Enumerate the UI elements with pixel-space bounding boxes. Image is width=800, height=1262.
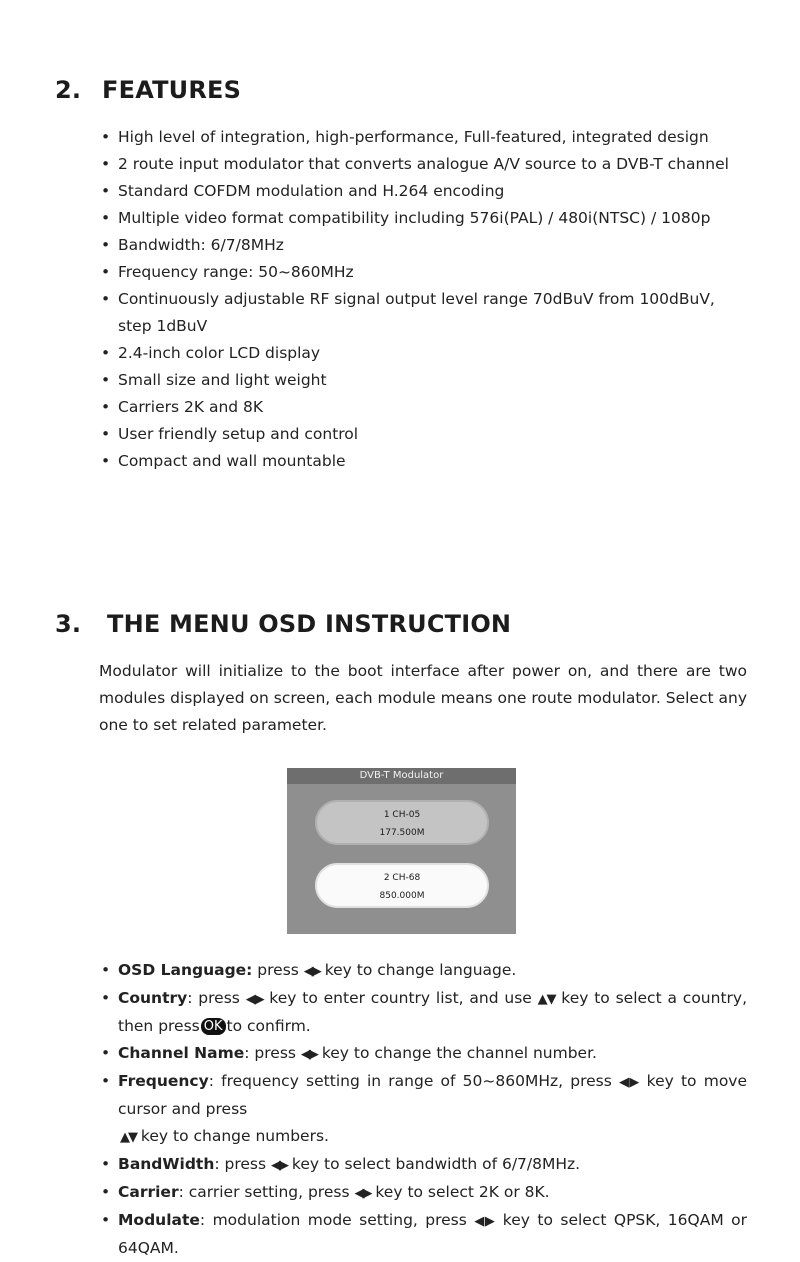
item-text: key to change numbers. (136, 1127, 329, 1145)
menu-heading (55, 610, 511, 638)
features-list (99, 124, 747, 475)
list-item-frequency (99, 1068, 747, 1151)
up-down-arrows-icon: ▲▼ (537, 992, 556, 1007)
list-item: • Frequency range: 50~860MHz (99, 259, 747, 286)
item-key: Carrier (118, 1183, 179, 1201)
section-title: THE MENU OSD INSTRUCTION (107, 610, 512, 638)
list-item: • Multiple video format compatibility including 576i(PAL) / 480i(NTSC) / 1080p (99, 205, 747, 232)
module-frequency: 177.500M (379, 828, 425, 838)
list-item: • Compact and wall mountable (99, 448, 747, 475)
item-text: : press (187, 989, 246, 1007)
list-item-country (99, 985, 747, 1040)
list-item-modulate (99, 1207, 747, 1262)
item-text: key to change language. (319, 961, 517, 979)
list-item: • Continuously adjustable RF signal output level range 70dBuV from 100dBuV, step 1dBuV (99, 286, 747, 340)
osd-screenshot (287, 768, 516, 934)
module-channel: 2 CH-68 (383, 873, 421, 883)
intro-paragraph: Modulator will initialize to the boot interface after power on, and there are two modules displayed on screen, each module means one route modulator. Select any one to set related parameter. (99, 662, 747, 734)
list-item: • High level of integration, high-performance, Full-featured, integrated design (99, 124, 747, 151)
osd-header: DVB-T Modulator (287, 768, 516, 784)
item-text: : modulation mode setting, press (199, 1211, 475, 1229)
left-right-arrows-icon: ◀▶ (354, 1186, 371, 1201)
osd-module-1 (315, 800, 489, 845)
item-text: to confirm. (226, 1017, 311, 1035)
osd-instruction-list (99, 957, 747, 1262)
list-item: • Bandwidth: 6/7/8MHz (99, 232, 747, 259)
osd-module-2 (315, 863, 489, 908)
features-heading (55, 76, 241, 104)
section-number: 2. (55, 76, 82, 104)
list-item-osd-language (99, 957, 747, 985)
item-text: key to select a country, then press (118, 989, 748, 1035)
item-text: : press (244, 1044, 301, 1062)
left-right-arrows-icon: ◀▶ (245, 992, 264, 1007)
module-channel: 1 CH-05 (383, 810, 421, 820)
item-text: : press (214, 1155, 271, 1173)
left-right-arrows-icon: ◀▶ (618, 1075, 640, 1090)
up-down-arrows-icon: ▲▼ (120, 1130, 136, 1145)
left-right-arrows-icon: ◀▶ (271, 1158, 287, 1173)
ok-key-icon: OK (201, 1018, 226, 1035)
list-item: • Small size and light weight (99, 367, 747, 394)
list-item: • User friendly setup and control (99, 421, 747, 448)
section-title: FEATURES (102, 76, 242, 104)
item-text: : frequency setting in range of 50~860MHz, press (208, 1072, 619, 1090)
left-right-arrows-icon: ◀▶ (300, 1047, 317, 1062)
item-text: key to change the channel number. (316, 1044, 597, 1062)
item-text: key to move cursor and press (118, 1072, 748, 1118)
item-key: OSD Language: (118, 961, 253, 979)
continuation-line (118, 1123, 747, 1151)
list-item: • 2.4-inch color LCD display (99, 340, 747, 367)
left-right-arrows-icon: ◀▶ (474, 1214, 496, 1229)
list-item: • 2 route input modulator that converts analogue A/V source to a DVB-T channel (99, 151, 747, 178)
item-text: key to select bandwidth of 6/7/8MHz. (287, 1155, 581, 1173)
list-item-carrier (99, 1179, 747, 1207)
item-text: key to select 2K or 8K. (370, 1183, 550, 1201)
item-text: press (252, 961, 304, 979)
list-item: • Carriers 2K and 8K (99, 394, 747, 421)
item-key: Country (118, 989, 188, 1007)
list-item-channel-name (99, 1040, 747, 1068)
left-right-arrows-icon: ◀▶ (303, 964, 320, 979)
list-item: • Standard COFDM modulation and H.264 encoding (99, 178, 747, 205)
module-frequency: 850.000M (379, 891, 425, 901)
item-key: BandWidth (118, 1155, 215, 1173)
item-key: Frequency (118, 1072, 209, 1090)
item-text: key to enter country list, and use (263, 989, 538, 1007)
item-text: key to select QPSK, 16QAM or 64QAM. (118, 1211, 748, 1257)
section-number: 3. (55, 610, 82, 638)
item-text: : carrier setting, press (178, 1183, 355, 1201)
list-item-bandwidth (99, 1151, 747, 1179)
item-key: Channel Name (118, 1044, 245, 1062)
item-key: Modulate (118, 1211, 200, 1229)
